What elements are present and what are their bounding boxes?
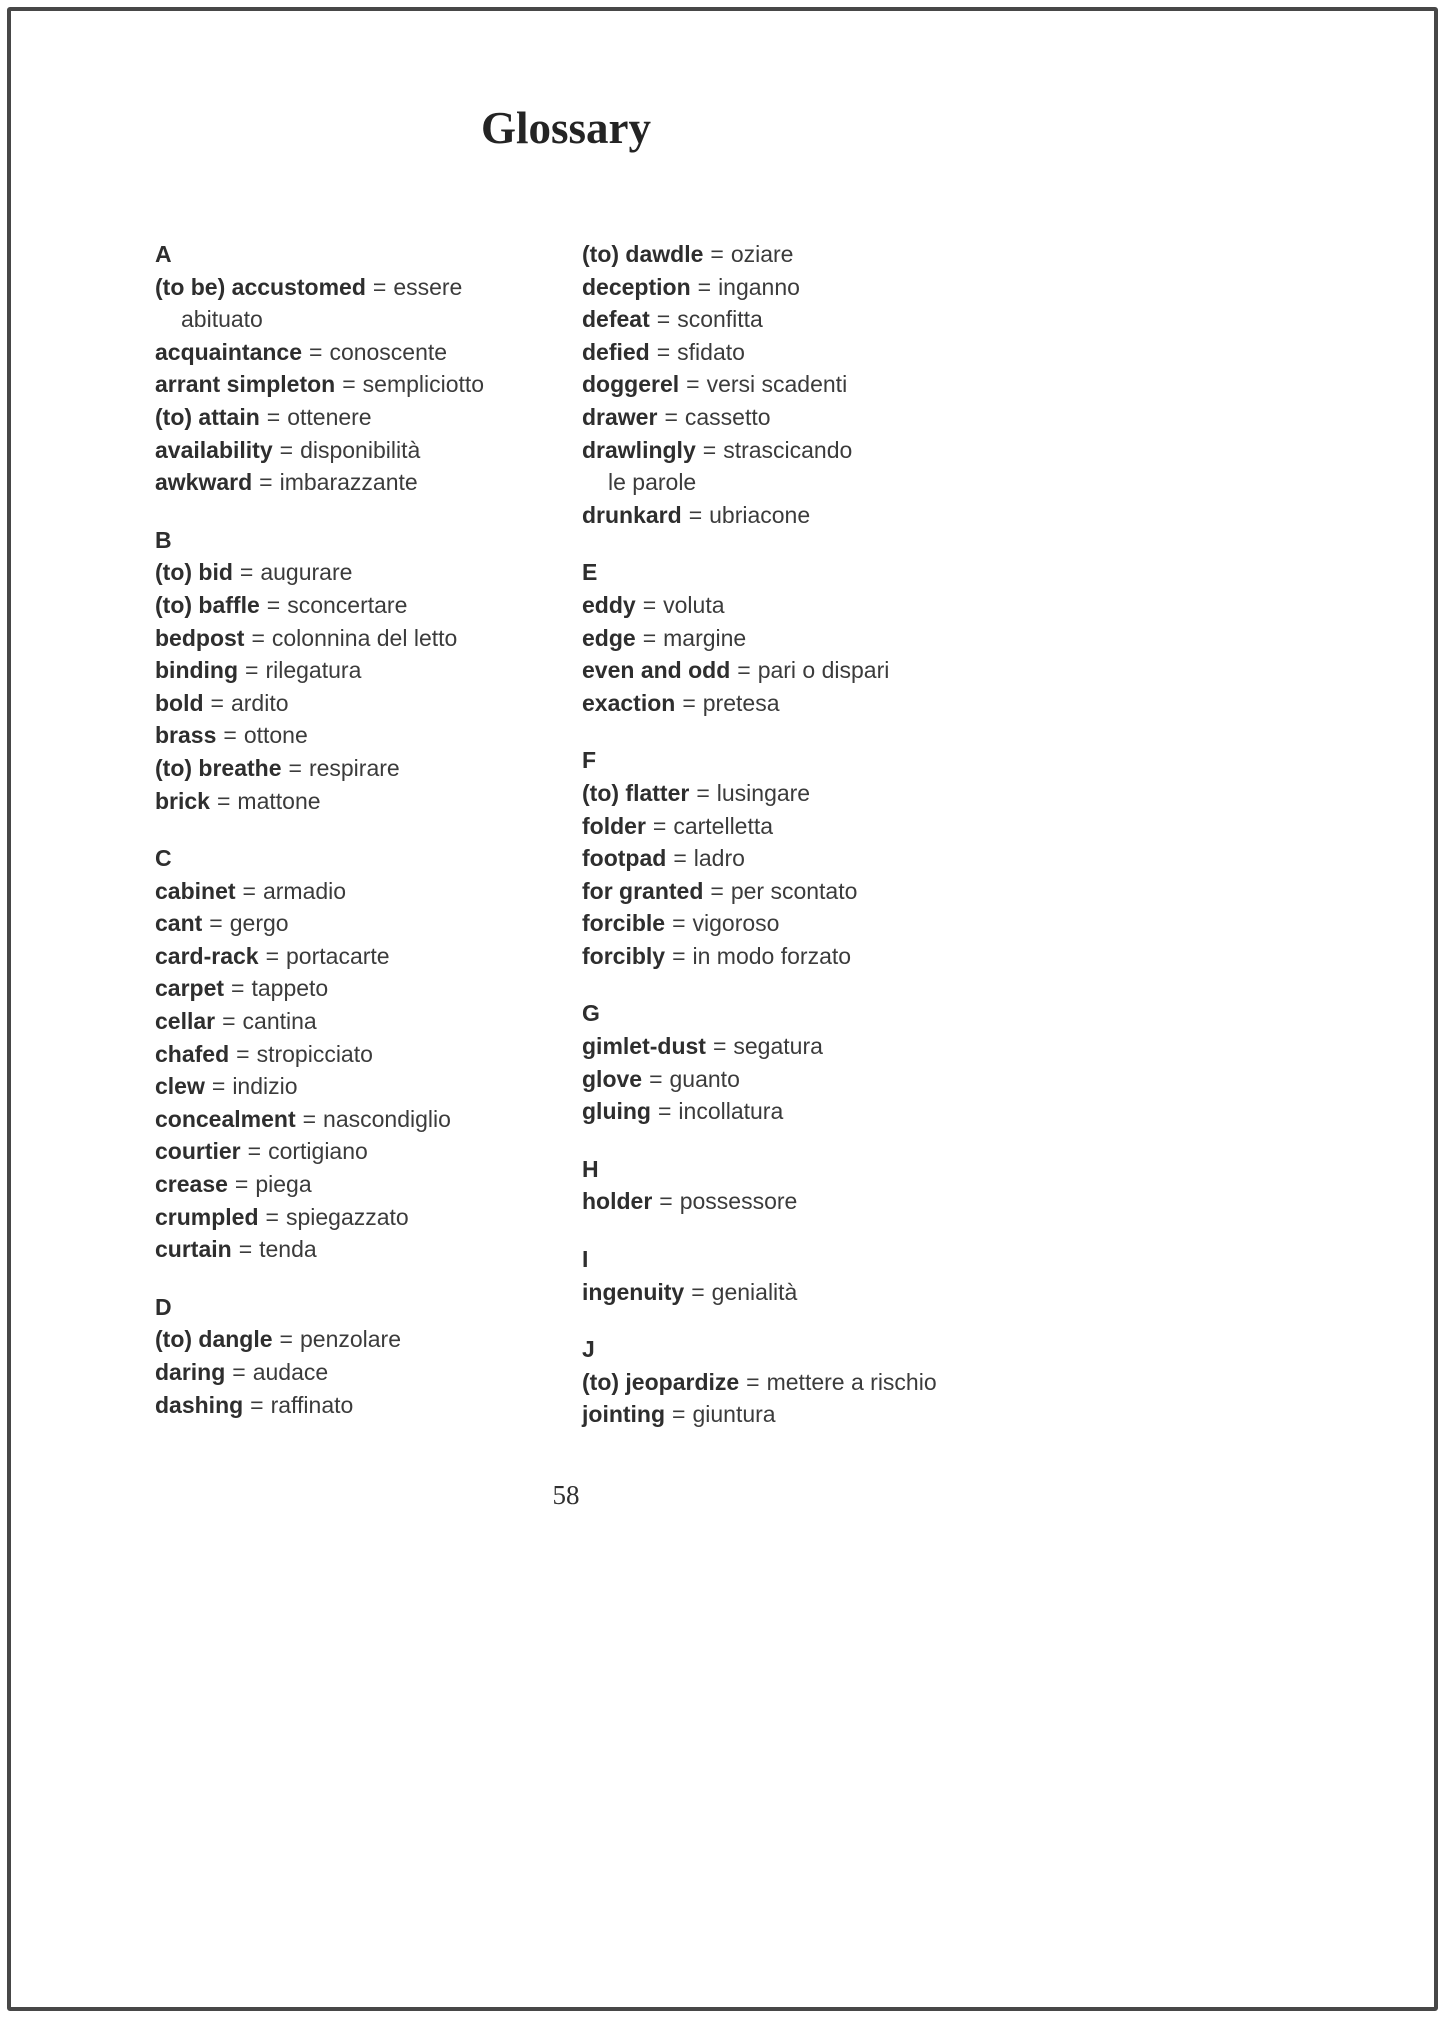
equals-sign: = [710,241,724,267]
equals-sign: = [211,1073,226,1100]
glossary-entry [155,687,585,720]
entry-translation: ardito [230,689,289,716]
equals-sign: = [682,689,696,716]
entry-term: drawer [582,403,658,430]
entry-translation: voluta [663,591,725,618]
entry-translation: gergo [229,910,289,937]
glossary-entry [155,556,585,589]
equals-sign: = [242,877,256,904]
entry-translation: sempliciotto [362,371,485,398]
entry-term: (to) jeopardize [582,1368,740,1395]
glossary-entry [155,1038,585,1071]
equals-sign: = [247,1138,262,1165]
section-letter: E [582,559,598,586]
glossary-entry [155,401,585,434]
section-letter: B [155,526,172,553]
entry-term: forcible [582,910,666,937]
equals-sign: = [737,657,751,684]
equals-sign: = [279,436,294,463]
glossary-section [582,997,984,1127]
entry-translation: augurare [260,559,353,586]
entry-translation: giuntura [692,1401,776,1428]
glossary-section [155,524,585,817]
entry-translation: oziare [730,241,794,267]
glossary-entry [155,972,585,1005]
entry-term: doggerel [582,371,680,398]
equals-sign: = [672,1401,686,1428]
glossary-entry [155,336,585,369]
equals-sign: = [659,1188,673,1215]
entry-translation: ladro [693,845,745,872]
entry-translation: portacarte [286,942,390,969]
equals-sign: = [231,975,245,1002]
entry-term: cant [155,910,203,937]
entry-translation: cartelletta [673,812,774,839]
equals-sign: = [686,371,700,398]
equals-sign: = [342,371,356,398]
entry-translation: mettere a rischio [766,1368,937,1395]
glossary-entry [155,1389,585,1422]
entry-translation: cortigiano [268,1138,368,1165]
entry-term: glove [582,1065,643,1092]
entry-translation: imbarazzante [279,469,418,496]
equals-sign: = [656,338,671,365]
entry-term: (to be) accustomed [155,273,366,300]
equals-sign: = [239,559,254,586]
equals-sign: = [209,910,223,937]
glossary-section [582,1243,984,1308]
equals-sign: = [223,722,237,749]
equals-sign: = [672,910,686,937]
entry-term: (to) baffle [155,591,260,618]
entry-translation: margine [663,624,747,651]
entry-translation: genialità [711,1278,798,1305]
glossary-entry [582,875,984,908]
entry-translation: respirare [308,754,400,781]
entry-term: drunkard [582,501,682,528]
glossary-entry [582,907,984,940]
entry-translation: audace [252,1359,329,1385]
glossary-entry [155,466,585,499]
equals-sign: = [657,1098,672,1125]
entry-term: cabinet [155,877,236,904]
entry-translation: incollatura [678,1098,784,1125]
glossary-section [155,842,585,1266]
entry-term: carpet [155,975,225,1002]
entry-term: crease [155,1171,228,1198]
entry-translation: rilegatura [265,657,362,684]
glossary-entry [582,336,984,369]
glossary-entry [582,810,984,843]
glossary-entry [582,1398,984,1431]
page-title: Glossary [480,103,651,153]
entry-term: (to) dangle [155,1326,273,1353]
entry-term: holder [582,1188,653,1215]
entry-term: ingenuity [582,1278,685,1305]
equals-sign: = [673,845,687,872]
entry-translation: disponibilità [300,436,421,463]
entry-term: eddy [582,591,636,618]
glossary-entry [155,875,585,908]
glossary-entry [155,654,585,687]
entry-term: gluing [582,1098,651,1125]
equals-sign: = [245,657,259,684]
entry-translation: cantina [242,1008,317,1035]
entry-translation: ubriacone [709,501,811,528]
glossary-entry [582,401,984,434]
equals-sign: = [232,1359,246,1385]
glossary-entry [155,1070,585,1103]
entry-translation: pari o dispari [757,657,890,684]
glossary-entry [155,1103,585,1136]
equals-sign: = [712,1033,727,1060]
glossary-entry [582,842,984,875]
entry-term: defeat [582,306,650,333]
entry-translation: sconcertare [287,591,408,618]
entry-translation: cassetto [684,403,771,430]
entry-translation: raffinato [270,1391,354,1418]
equals-sign: = [746,1368,760,1395]
entry-term: (to) attain [155,403,260,430]
glossary-section [582,238,984,531]
glossary-section [582,1153,984,1218]
equals-sign: = [238,1236,253,1263]
glossary-entry [155,434,585,467]
equals-sign: = [696,779,710,806]
section-letter: F [582,747,597,774]
entry-term: gimlet-dust [582,1033,706,1060]
equals-sign: = [234,1171,249,1198]
entry-translation: tenda [259,1236,317,1263]
entry-term: for granted [582,877,704,904]
glossary-entry [155,752,585,785]
equals-sign: = [691,1278,705,1305]
glossary-entry [582,238,984,271]
glossary-entry [582,499,984,532]
entry-term: deception [582,273,691,300]
glossary-entry [582,1366,984,1399]
glossary-entry [155,1323,585,1356]
entry-term: brass [155,722,217,749]
entry-term: clew [155,1073,205,1100]
equals-sign: = [672,942,686,969]
entry-term: footpad [582,845,667,872]
glossary-entry [582,940,984,973]
entry-translation: vigoroso [692,910,780,937]
section-letter: A [155,241,172,267]
glossary-entry [582,303,984,336]
glossary-entry [155,1168,585,1201]
entry-term: jointing [582,1401,666,1428]
equals-sign: = [697,273,712,300]
glossary-entry [155,785,585,818]
entry-translation: per scontato [730,877,858,904]
section-letter: H [582,1155,599,1182]
glossary-entry [155,1356,585,1389]
entry-term: (to) flatter [582,779,690,806]
entry-term: curtain [155,1236,232,1263]
entry-term: defied [582,338,650,365]
equals-sign: = [222,1008,236,1035]
page-number: 58 [552,1480,580,1510]
glossary-entry [582,434,984,499]
entry-term: exaction [582,689,676,716]
equals-sign: = [279,1326,293,1353]
entry-translation: guanto [669,1065,740,1092]
entry-translation: piega [255,1171,312,1198]
equals-sign: = [236,1040,250,1067]
glossary-section [582,1333,984,1431]
entry-term: (to) dawdle [582,241,704,267]
entry-term: concealment [155,1105,296,1132]
entry-term: drawlingly [582,436,696,463]
entry-term: (to) bid [155,559,233,586]
equals-sign: = [642,624,657,651]
equals-sign: = [656,306,671,333]
entry-term: daring [155,1359,226,1385]
equals-sign: = [664,403,678,430]
glossary-entry [582,589,984,622]
glossary-entry [155,907,585,940]
glossary-section [155,1291,585,1421]
entry-term: crumpled [155,1203,259,1230]
section-letter: G [582,1000,600,1027]
glossary-column-right [582,238,984,1431]
glossary-entry [155,622,585,655]
entry-term: bold [155,689,204,716]
glossary-entry [582,687,984,720]
glossary-entry [582,1095,984,1128]
equals-sign: = [649,1065,663,1092]
entry-term: even and odd [582,657,731,684]
equals-sign: = [688,501,703,528]
glossary-entry [582,1063,984,1096]
entry-translation: ottone [243,722,308,749]
glossary-entry [155,589,585,622]
entry-translation: strascicando le parole [608,436,853,496]
equals-sign: = [309,338,323,365]
entry-term: edge [582,624,636,651]
glossary-entry [155,368,585,401]
equals-sign: = [642,591,657,618]
glossary-entry [582,777,984,810]
glossary-entry [582,1030,984,1063]
section-letter: D [155,1293,172,1320]
entry-translation: tappeto [251,975,329,1002]
entry-translation: pretesa [702,689,780,716]
entry-term: awkward [155,469,253,496]
equals-sign: = [702,436,717,463]
equals-sign: = [266,591,281,618]
entry-term: acquaintance [155,338,302,365]
entry-term: (to) breathe [155,754,282,781]
entry-term: card-rack [155,942,259,969]
entry-term: folder [582,812,646,839]
glossary-entry [155,1005,585,1038]
glossary-entry [582,368,984,401]
entry-term: bedpost [155,624,245,651]
glossary-column-left [155,238,585,1421]
equals-sign: = [216,787,231,814]
entry-translation: nascondiglio [323,1105,451,1132]
equals-sign: = [266,403,281,430]
glossary-entry [582,1276,984,1309]
entry-translation: versi scadenti [706,371,848,398]
entry-translation: spiegazzato [285,1203,409,1230]
page-content [155,0,977,2018]
entry-term: brick [155,787,210,814]
equals-sign: = [710,877,724,904]
glossary-section [155,238,585,499]
entry-translation: indizio [232,1073,298,1100]
entry-translation: segatura [733,1033,823,1060]
entry-term: dashing [155,1391,244,1418]
glossary-entry [155,1233,585,1266]
section-letter: C [155,845,172,872]
entry-term: courtier [155,1138,241,1165]
equals-sign: = [652,812,667,839]
section-letter: I [582,1246,589,1273]
equals-sign: = [288,754,302,781]
entry-translation: ottenere [287,403,372,430]
entry-translation: colonnina del letto [271,624,458,651]
equals-sign: = [250,1391,264,1418]
glossary-entry [155,271,585,336]
entry-translation: sconfitta [677,306,763,333]
glossary-entry [582,271,984,304]
entry-translation: possessore [679,1188,798,1215]
entry-translation: in modo forzato [692,942,852,969]
equals-sign: = [265,1203,279,1230]
equals-sign: = [372,273,387,300]
entry-translation: essere abituato [181,273,463,333]
entry-translation: inganno [718,273,800,300]
entry-term: forcibly [582,942,666,969]
entry-translation: penzolare [299,1326,402,1353]
entry-translation: stropicciato [256,1040,373,1067]
glossary-entry [582,1185,984,1218]
equals-sign: = [259,469,273,496]
section-letter: J [582,1336,595,1363]
glossary-entry [155,1135,585,1168]
equals-sign: = [265,942,280,969]
entry-translation: armadio [262,877,347,904]
equals-sign: = [251,624,265,651]
entry-term: availability [155,436,273,463]
entry-term: cellar [155,1008,216,1035]
entry-translation: conoscente [329,338,448,365]
glossary-section [582,744,984,972]
entry-term: chafed [155,1040,230,1067]
entry-term: binding [155,657,239,684]
glossary-entry [582,654,984,687]
glossary-entry [155,1201,585,1234]
glossary-section [582,556,984,719]
equals-sign: = [210,689,224,716]
entry-term: arrant simpleton [155,371,336,398]
glossary-entry [155,719,585,752]
entry-translation: mattone [237,787,321,814]
glossary-entry [155,940,585,973]
equals-sign: = [302,1105,317,1132]
entry-translation: sfidato [677,338,745,365]
entry-translation: lusingare [716,779,811,806]
glossary-entry [582,622,984,655]
